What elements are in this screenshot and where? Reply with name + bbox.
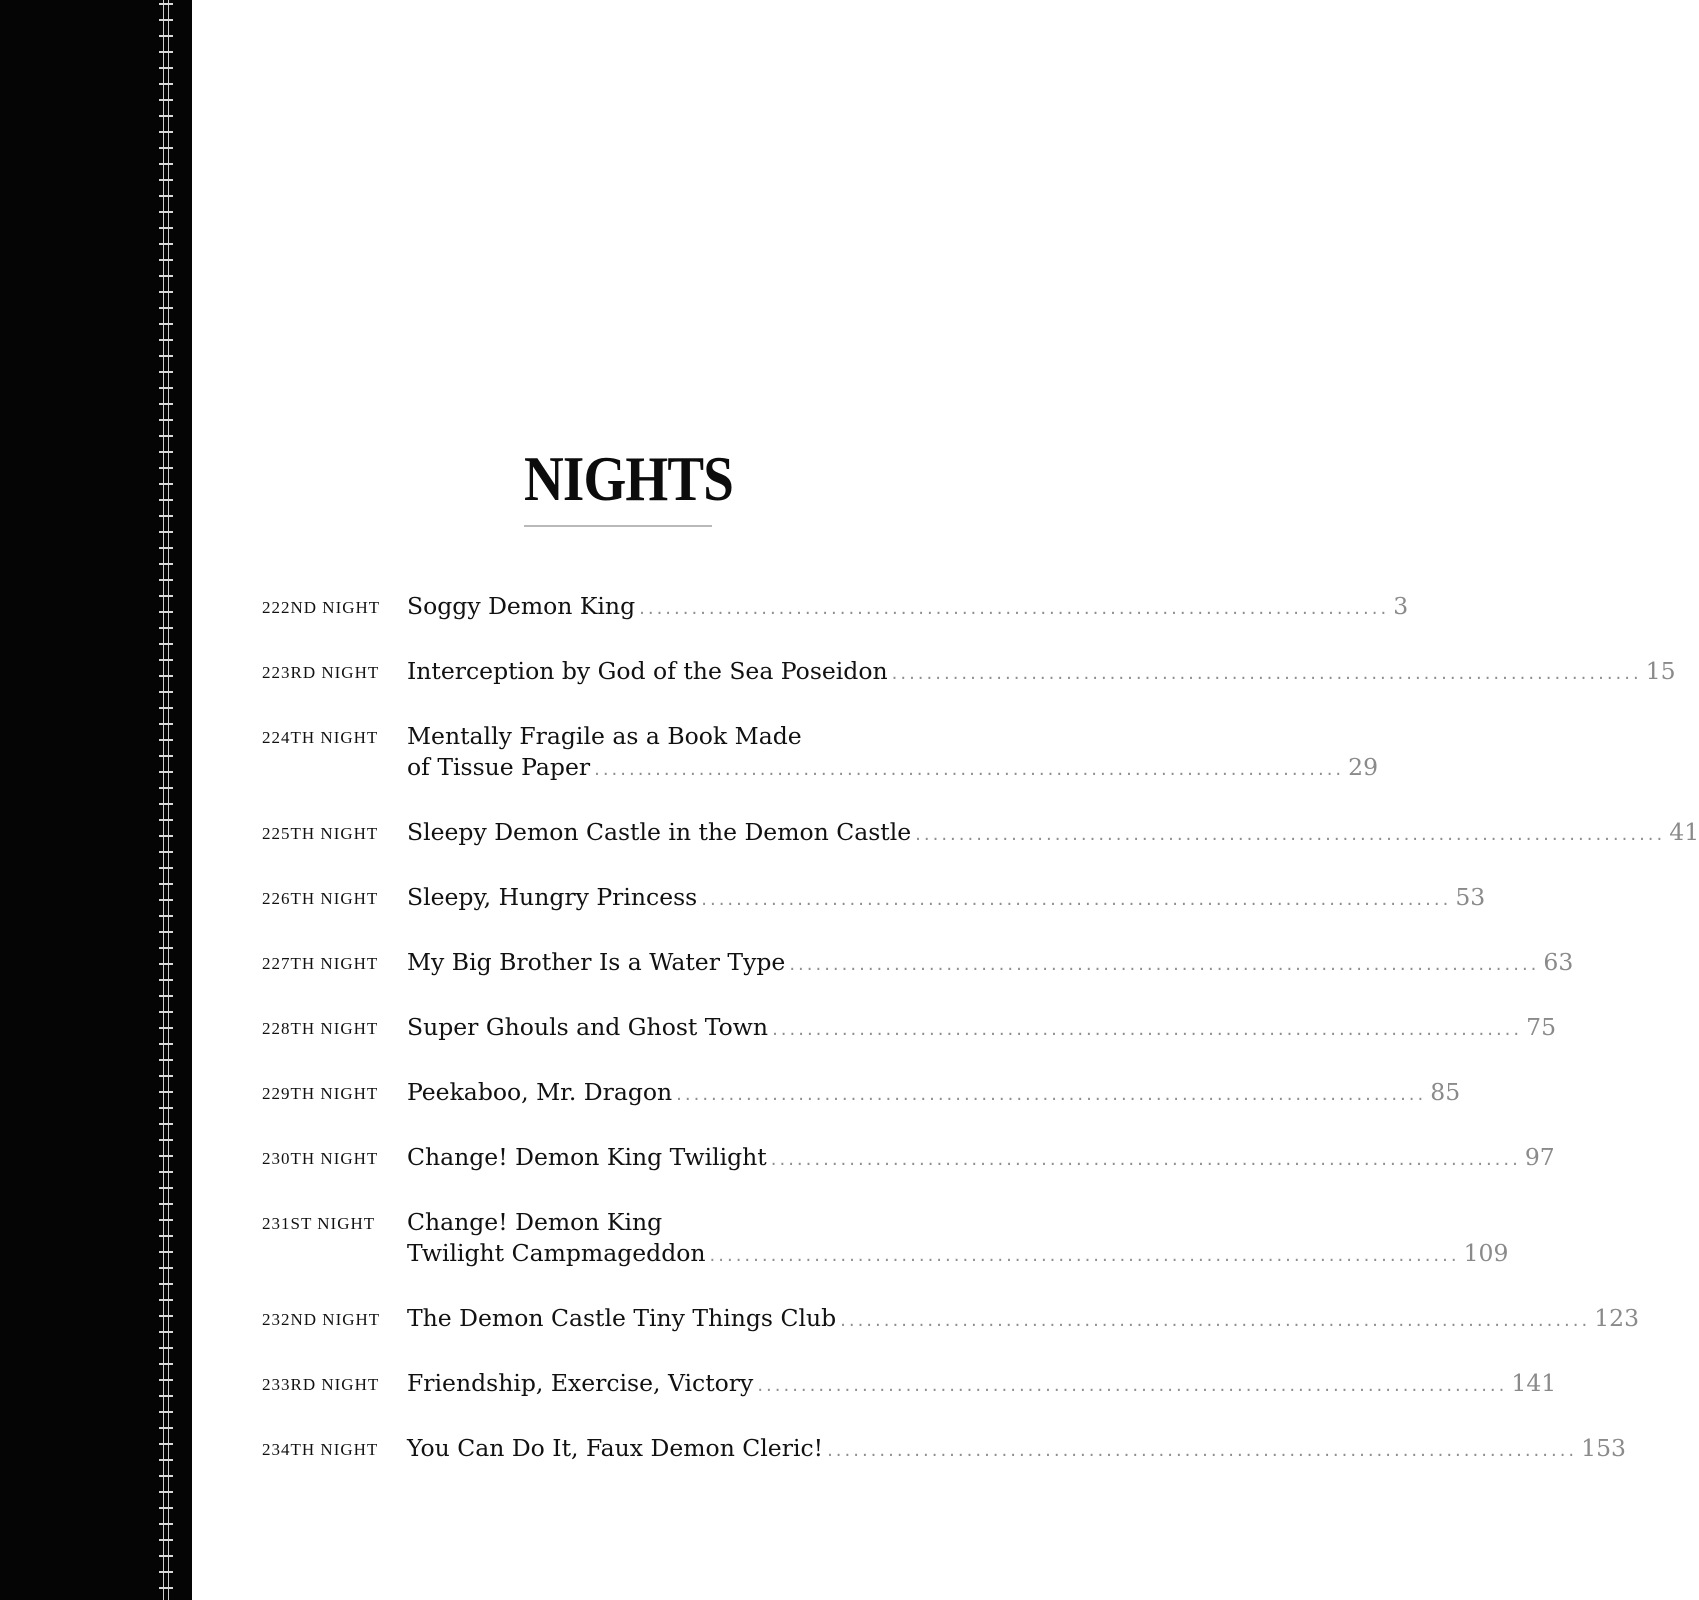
chapter-number: 229TH NIGHT bbox=[262, 1084, 379, 1103]
chapter-title: My Big Brother Is a Water Type bbox=[407, 948, 786, 976]
chapter-title-line bbox=[407, 1304, 1640, 1336]
dot-leader: ...................................................................................... bbox=[701, 889, 1452, 910]
page-title: NIGHTS bbox=[524, 443, 733, 514]
chapter-title-line bbox=[407, 753, 1379, 785]
dot-leader: ...................................................................................... bbox=[891, 663, 1642, 684]
chapter-number: 230TH NIGHT bbox=[262, 1149, 379, 1168]
dot-leader: ...................................................................................... bbox=[789, 954, 1540, 975]
chapter-title: Sleepy, Hungry Princess bbox=[407, 883, 698, 911]
chapter-title-line bbox=[407, 883, 1486, 915]
chapter-number: 224TH NIGHT bbox=[262, 728, 379, 747]
chapter-title: Peekaboo, Mr. Dragon bbox=[407, 1078, 673, 1106]
chapter-title: The Demon Castle Tiny Things Club bbox=[407, 1304, 837, 1332]
chapter-number: 228TH NIGHT bbox=[262, 1019, 379, 1038]
chapter-title: Change! Demon King Twilight bbox=[407, 1143, 767, 1171]
chapter-title: Friendship, Exercise, Victory bbox=[407, 1369, 754, 1397]
page-number: 123 bbox=[1594, 1304, 1640, 1332]
dot-leader: ...................................................................................... bbox=[676, 1084, 1427, 1105]
chapter-number: 231ST NIGHT bbox=[262, 1214, 376, 1233]
chapter-title-line bbox=[407, 1013, 1557, 1045]
chapter-title: Soggy Demon King bbox=[407, 592, 636, 620]
chapter-title-line bbox=[407, 1369, 1557, 1401]
dot-leader: ...................................................................................... bbox=[709, 1245, 1460, 1266]
chapter-title-line bbox=[407, 948, 1574, 980]
page-number: 29 bbox=[1348, 753, 1379, 781]
chapter-title: Interception by God of the Sea Poseidon bbox=[407, 657, 888, 685]
page-number: 75 bbox=[1526, 1013, 1557, 1041]
dot-leader: ...................................................................................... bbox=[840, 1310, 1591, 1331]
page-number: 97 bbox=[1524, 1143, 1555, 1171]
page-number: 3 bbox=[1393, 592, 1409, 620]
page-number: 141 bbox=[1511, 1369, 1557, 1397]
chapter-title-line1: Mentally Fragile as a Book Made bbox=[407, 722, 802, 750]
chapter-title-line bbox=[407, 657, 1676, 689]
dot-leader: ...................................................................................... bbox=[594, 759, 1345, 780]
chapter-number: 226TH NIGHT bbox=[262, 889, 379, 908]
chapter-title-line bbox=[407, 1078, 1461, 1110]
chapter-number: 232ND NIGHT bbox=[262, 1310, 381, 1329]
dot-leader: ...................................................................................... bbox=[915, 824, 1666, 845]
chapter-number: 223RD NIGHT bbox=[262, 663, 380, 682]
chapter-title: You Can Do It, Faux Demon Cleric! bbox=[407, 1434, 824, 1462]
chapter-title: Sleepy Demon Castle in the Demon Castle bbox=[407, 818, 912, 846]
page-number: 41 bbox=[1669, 818, 1699, 846]
dot-leader: ...................................................................................... bbox=[639, 598, 1390, 619]
page-number: 63 bbox=[1543, 948, 1574, 976]
chapter-title: Twilight Campmageddon bbox=[407, 1239, 706, 1267]
page-number: 85 bbox=[1430, 1078, 1461, 1106]
chapter-title-line bbox=[407, 1434, 1627, 1466]
chapter-number: 233RD NIGHT bbox=[262, 1375, 380, 1394]
chapter-title: of Tissue Paper bbox=[407, 753, 591, 781]
chapter-number: 222ND NIGHT bbox=[262, 598, 381, 617]
chapter-title-line bbox=[407, 818, 1699, 850]
chapter-number: 234TH NIGHT bbox=[262, 1440, 379, 1459]
chapter-title-line bbox=[407, 1239, 1509, 1271]
chapter-title-line bbox=[407, 592, 1409, 624]
chapter-title: Super Ghouls and Ghost Town bbox=[407, 1013, 769, 1041]
page-number: 153 bbox=[1581, 1434, 1627, 1462]
page-number: 15 bbox=[1645, 657, 1676, 685]
dot-leader: ...................................................................................... bbox=[772, 1019, 1523, 1040]
chapter-number: 227TH NIGHT bbox=[262, 954, 379, 973]
chapter-number: 225TH NIGHT bbox=[262, 824, 379, 843]
page-number: 109 bbox=[1463, 1239, 1509, 1267]
dot-leader: ...................................................................................... bbox=[827, 1440, 1578, 1461]
page-number: 53 bbox=[1455, 883, 1486, 911]
dot-leader: ...................................................................................... bbox=[757, 1375, 1508, 1396]
chapter-title-line bbox=[407, 1143, 1555, 1175]
dot-leader: ...................................................................................... bbox=[770, 1149, 1521, 1170]
chapter-title-line1: Change! Demon King bbox=[407, 1208, 663, 1236]
